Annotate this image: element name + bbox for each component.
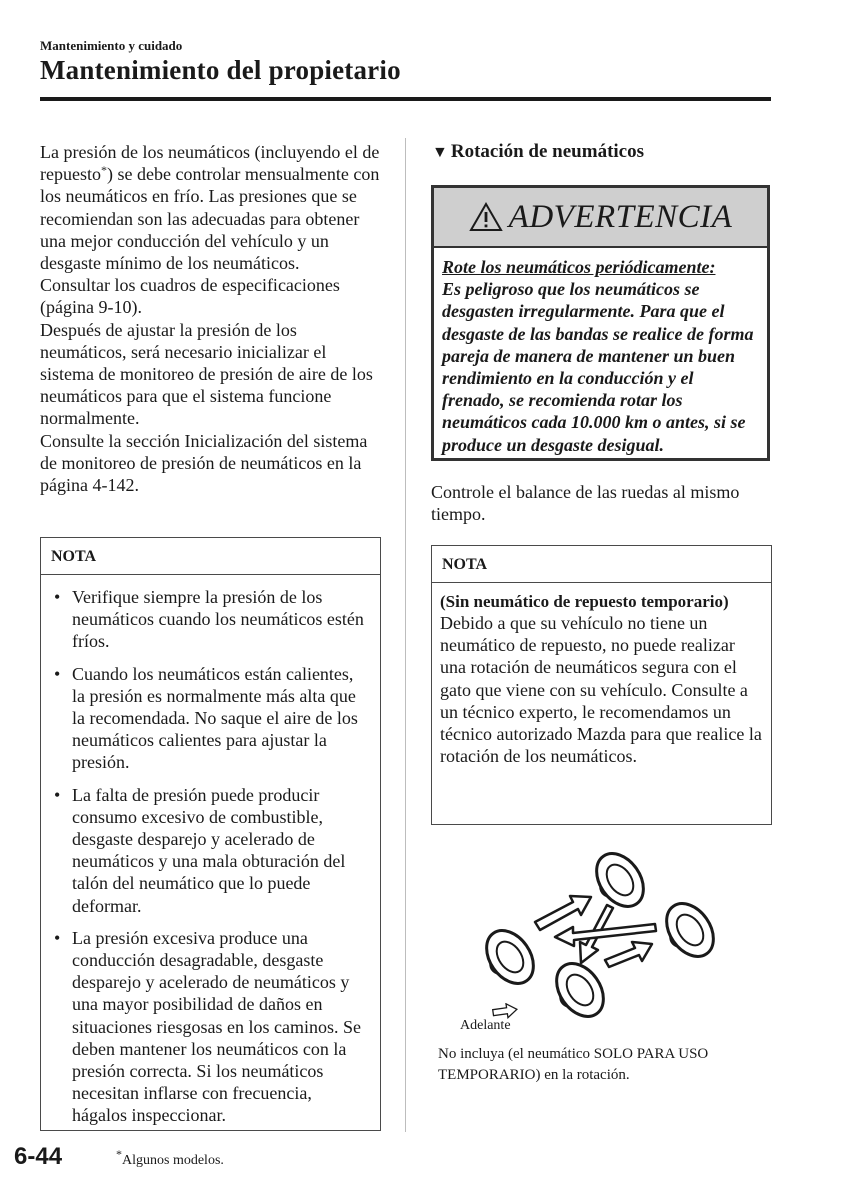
nota-right-text: Debido a que su vehículo no tiene un neumático de repuesto, no puede realizar una rotación de neumáticos segura con el gato que viene con su vehículo. Consulte a un técnico experto, le recomendamos un técnico autorizado Mazda para que realice la rotación de los neumáticos. xyxy=(440,613,762,767)
nota-right-body xyxy=(432,583,771,767)
tire-front-left-icon xyxy=(545,955,613,1027)
column-divider xyxy=(405,138,406,1132)
balance-text: Controle el balance de las ruedas al mismo tiempo. xyxy=(431,482,740,525)
footnote-star: * xyxy=(116,1147,122,1161)
section-label: Mantenimiento y cuidado xyxy=(40,38,183,53)
bullet: • xyxy=(54,587,61,607)
nota-box-right xyxy=(431,545,772,825)
footnote-star: * xyxy=(100,163,107,178)
tire-front-right-icon xyxy=(655,895,723,967)
left-column xyxy=(40,141,380,496)
pressure-paragraph: La presión de los neumáticos (incluyendo el de repuesto*) se debe controlar mensualmente con los neumáticos en frío. Las presiones que se recomiendan son las adecuadas para obtener una mejor conducción del vehículo y un desgaste mínimo de los neumáticos. xyxy=(40,142,380,274)
nota-heading: NOTA xyxy=(41,538,380,575)
bullet: • xyxy=(54,663,61,684)
warning-header xyxy=(434,188,767,248)
tire-rear-right-icon xyxy=(585,850,653,916)
diagram-caption: No incluya (el neumático SOLO PARA USO TEMPORARIO) en la rotación. xyxy=(438,1046,709,1083)
warning-text: Es peligroso que los neumáticos se desgasten irregularmente. Para que el desgaste de las bandas se realice de forma pareja de manera de mantener un buen rendimiento en la conducción y el frenado, se recomienda rotar los neumáticos cada 10.000 km o antes, si se produce un desgaste desigual. xyxy=(442,279,754,455)
nota-box-left xyxy=(40,537,381,1131)
nota-item: • Cuando los neumáticos están calientes, la presión es normalmente más alta que la recomendada. No saque el aire de los neumáticos calientes para ajustar la presión. xyxy=(54,663,358,773)
page-number: 6-44 xyxy=(14,1143,63,1170)
nota-item: • La presión excesiva produce una conducción desagradable, desgaste desparejo y acelerado de neumáticos y una mayor posibilidad de daños en situaciones riesgosas en los caminos. Se deben mantener los neumáticos con la presión correcta. Si los neumáticos necesitan inflarse con frecuencia, hágalos inspeccionar. xyxy=(54,927,361,1126)
front-arrow-icon xyxy=(491,1003,519,1019)
title-rule xyxy=(40,97,771,101)
rotation-arrows-icon xyxy=(535,896,656,967)
nota-list xyxy=(41,575,380,1127)
rotation-heading: ▼ Rotación de neumáticos xyxy=(432,141,644,162)
footnote: *Algunos modelos. xyxy=(116,1147,224,1168)
bullet: • xyxy=(54,784,61,805)
initialization-paragraph: Consulte la sección Inicialización del sistema de monitoreo de presión de neumáticos en la página 4-142. xyxy=(40,430,368,496)
specifications-paragraph: Consultar los cuadros de especificaciones (página 9-10). xyxy=(40,275,340,318)
nota-item: • Verifique siempre la presión de los neumáticos cuando los neumáticos estén fríos. xyxy=(54,587,364,652)
warning-box xyxy=(431,185,770,461)
nota-subheading: (Sin neumático de repuesto temporario) xyxy=(440,592,729,611)
nota-item: • La falta de presión puede producir consumo excesivo de combustible, desgaste desparejo y acelerado de neumáticos y una mala obturación del talón del neumático que lo puede deformar. xyxy=(54,784,346,916)
nota-heading: NOTA xyxy=(432,546,771,583)
warning-title: ADVERTENCIA xyxy=(508,198,733,235)
monitoring-paragraph: Después de ajustar la presión de los neumáticos, será necesario inicializar el sistema de monitoreo de presión de aire de los neumáticos para que el sistema funcione normalmente. xyxy=(40,319,373,429)
warning-body xyxy=(434,248,767,456)
warning-triangle-icon xyxy=(469,202,503,232)
page-title: Mantenimiento del propietario xyxy=(40,55,401,85)
warning-lead: Rote los neumáticos periódicamente: xyxy=(442,257,716,277)
heading-marker: ▼ xyxy=(432,144,448,161)
bullet: • xyxy=(54,927,61,948)
front-label: Adelante xyxy=(460,1018,511,1033)
tire-rear-left-icon xyxy=(475,922,543,994)
